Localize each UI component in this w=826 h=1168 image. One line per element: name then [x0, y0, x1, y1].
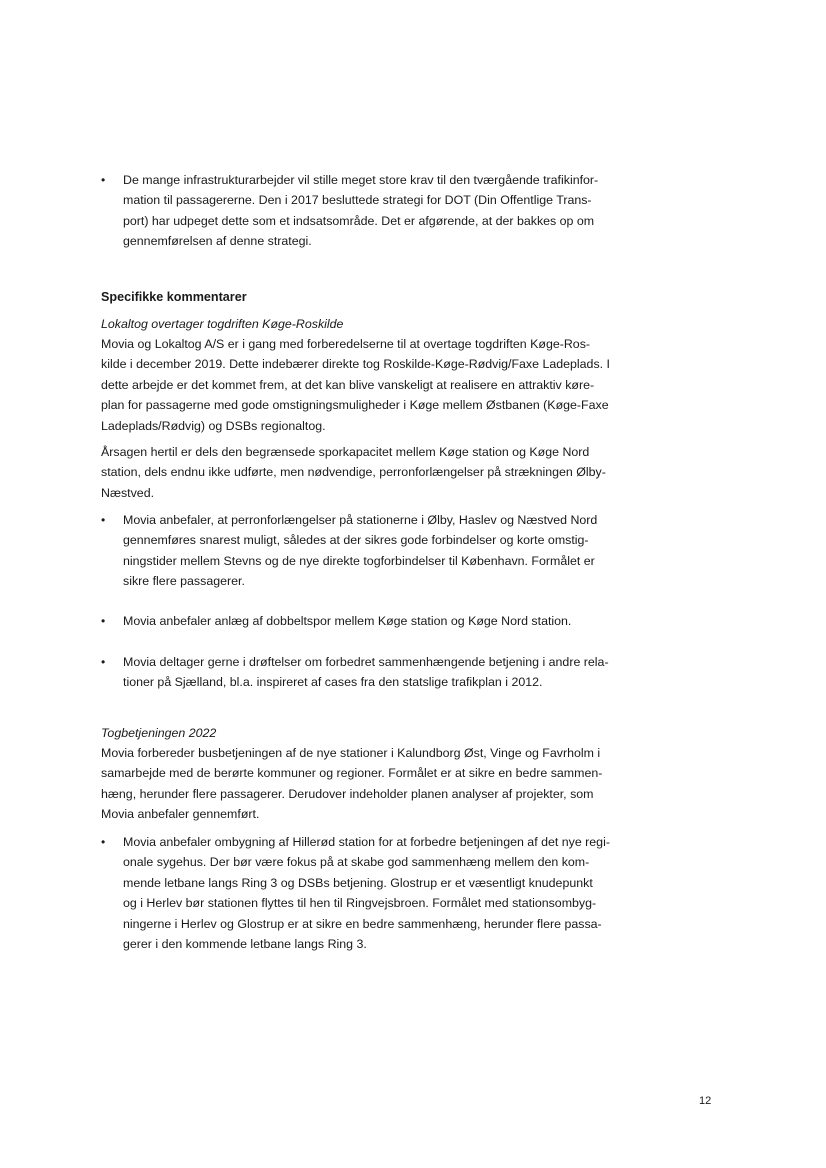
bullet-text	[123, 832, 663, 954]
paragraph-arsagen	[101, 442, 661, 503]
text-line: sikre flere passagerer.	[123, 574, 245, 589]
bullet-text	[123, 652, 663, 693]
text-line: Movia og Lokaltog A/S er i gang med forberedelserne til at overtage togdriften Køge-Ros-	[101, 337, 591, 351]
bullet-marker: •	[101, 655, 106, 669]
text-line: tioner på Sjælland, bl.a. inspireret af cases fra den statslige trafikplan i 2012.	[123, 675, 543, 690]
text-line: Movia anbefaler ombygning af Hillerød station for at forbedre betjeningen af det nye regi-	[123, 835, 610, 849]
intro-bullet	[101, 170, 661, 254]
bullet-text	[123, 611, 663, 631]
text-line: mation til passagererne. Den i 2017 besluttede strategi for DOT (Din Offentlige Trans-	[123, 193, 592, 208]
text-line: Movia anbefaler, at perronforlængelser på stationerne i Ølby, Haslev og Næstved Nord	[123, 513, 598, 527]
page-number: 12	[699, 1095, 712, 1107]
text-line: kilde i december 2019. Dette indebærer direkte tog Roskilde-Køge-Rødvig/Faxe Ladeplads. I	[101, 357, 610, 372]
text-line: Movia anbefaler gennemført.	[101, 807, 260, 822]
text-line: Årsagen hertil er dels den begrænsede sporkapacitet mellem Køge station og Køge Nord	[101, 445, 590, 459]
text-line: De mange infrastrukturarbejder vil stille meget store krav til den tværgående trafikinfor-	[123, 173, 599, 187]
paragraph-lokaltog	[101, 334, 661, 436]
text-line: station, dels endnu ikke udførte, men nødvendige, perronforlængelser på strækningen Ølby-	[101, 465, 606, 480]
subheading-togbetjeningen: Togbetjeningen 2022	[101, 726, 217, 740]
text-line: hæng, herunder flere passagerer. Derudover indeholder planen analyser af projekter, som	[101, 786, 594, 801]
bullet-marker: •	[101, 835, 106, 849]
text-line: gerer i den kommende letbane langs Ring 3.	[123, 937, 367, 952]
paragraph-togbetjeningen	[101, 743, 661, 825]
text-line: og i Herlev bør stationen flyttes til hen til Ringvejsbroen. Formålet med stationsombyg-	[123, 896, 597, 911]
text-line: Movia forbereder busbetjeningen af de nye stationer i Kalundborg Øst, Vinge og Favrholm i	[101, 746, 601, 760]
text-line: Movia anbefaler anlæg af dobbeltspor mellem Køge station og Køge Nord station.	[123, 614, 572, 628]
text-line: onale sygehus. Der bør være fokus på at skabe god sammenhæng mellem den kom-	[123, 855, 590, 870]
text-line: mende letbane langs Ring 3 og DSBs betjening. Glostrup er et væsentligt knudepunkt	[123, 875, 593, 890]
text-line: gennemføres snarest muligt, således at der sikres gode forbindelser og korte omstig-	[123, 533, 589, 548]
section-heading: Specifikke kommentarer	[101, 290, 247, 304]
text-line: gennemførelsen af denne strategi.	[123, 234, 312, 249]
subheading-lokaltog: Lokaltog overtager togdriften Køge-Roskilde	[101, 317, 344, 331]
text-line: dette arbejde er det kommet frem, at det kan blive vanskeligt at realisere en attraktiv køre-	[101, 377, 595, 392]
text-line: port) har udpeget dette som et indsatsområde. Det er afgørende, at der bakkes op om	[123, 213, 595, 228]
text-line: Næstved.	[101, 485, 155, 500]
bullet-marker: •	[101, 614, 106, 628]
text-line: ningerne i Herlev og Glostrup er at sikre en bedre sammenhæng, herunder flere passa-	[123, 916, 602, 931]
text-line: plan for passagerne med gode omstigningsmuligheder i Køge mellem Østbanen (Køge-Faxe	[101, 398, 609, 413]
text-line: Movia deltager gerne i drøftelser om forbedret sammenhængende betjening i andre rela-	[123, 655, 609, 669]
text-line: Ladeplads/Rødvig) og DSBs regionaltog.	[101, 418, 326, 433]
bullet-text	[123, 170, 663, 252]
bullet-marker: •	[101, 173, 106, 187]
text-line: samarbejde med de berørte kommuner og regioner. Formålet er at sikre en bedre sammen-	[101, 766, 603, 781]
bullet-marker: •	[101, 513, 106, 527]
text-line: ningstider mellem Stevns og de nye direkte togforbindelser til København. Formålet er	[123, 553, 595, 568]
bullet-text	[123, 510, 663, 592]
